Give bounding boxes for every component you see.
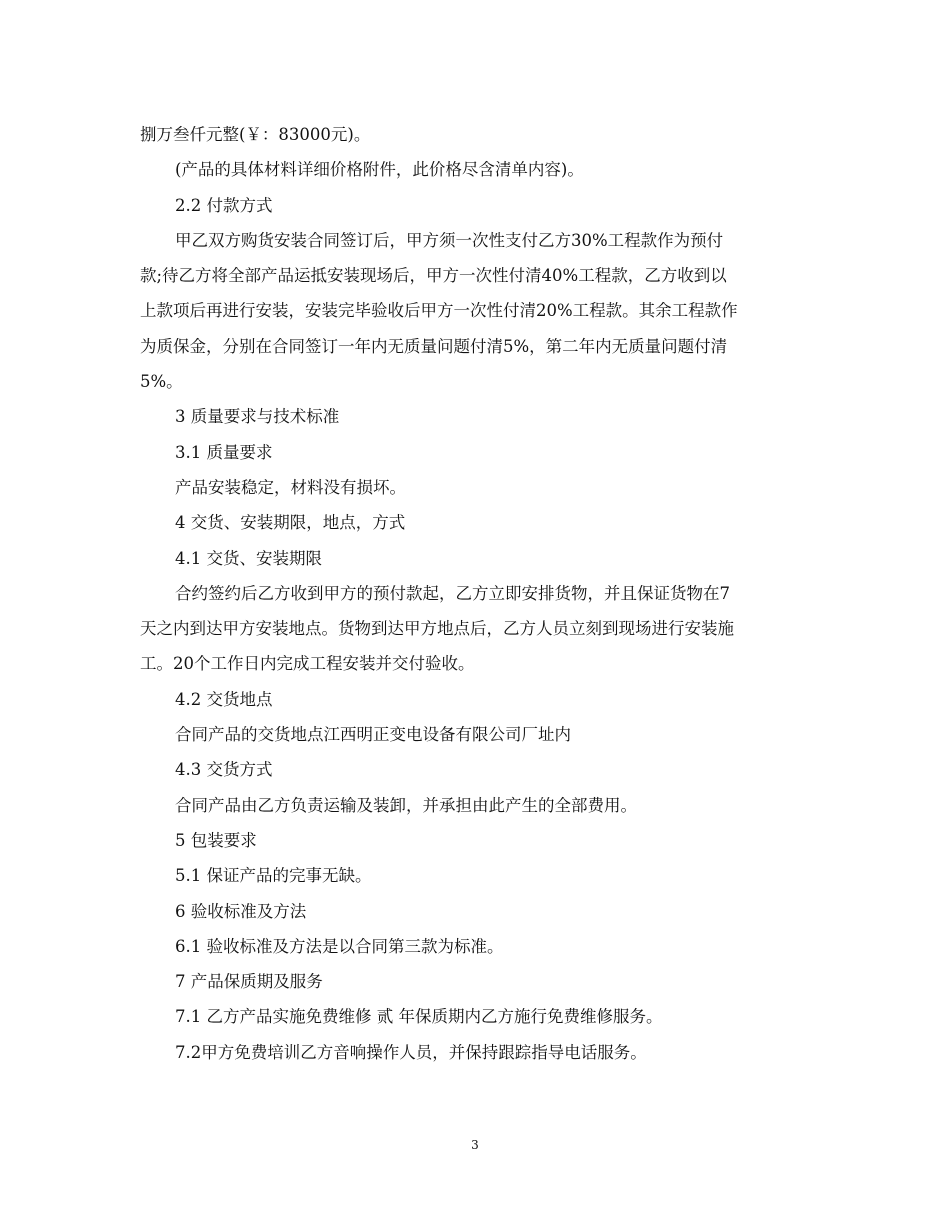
section-heading: 3.1 质量要求 — [175, 442, 273, 462]
text-line: (产品的具体材料详细价格附件，此价格尽含清单内容)。 — [175, 160, 584, 180]
section-heading: 3 质量要求与技术标准 — [175, 407, 340, 427]
section-heading: 4.1 交货、安装期限 — [175, 548, 322, 568]
text-line: 工。20个工作日内完成工程安装并交付验收。 — [140, 654, 475, 674]
text-line: 天之内到达甲方安装地点。货物到达甲方地点后，乙方人员立刻到现场进行安装施 — [140, 619, 734, 639]
section-heading: 6 验收标准及方法 — [175, 901, 307, 921]
text-line: 6.1 验收标准及方法是以合同第三款为标准。 — [175, 936, 504, 956]
section-heading: 2.2 付款方式 — [175, 195, 273, 215]
text-line: 捌万叁仟元整(￥：83000元)。 — [140, 125, 371, 144]
section-heading: 4.2 交货地点 — [175, 689, 273, 709]
text-line: 上款项后再进行安装，安装完毕验收后甲方一次性付清20%工程款。其余工程款作 — [140, 301, 738, 321]
text-line: 甲乙双方购货安装合同签订后，甲方须一次性支付乙方30%工程款作为预付 — [175, 230, 724, 250]
section-heading: 4.3 交货方式 — [175, 760, 273, 780]
section-heading: 7 产品保质期及服务 — [175, 972, 323, 992]
section-heading: 4 交货、安装期限，地点，方式 — [175, 513, 406, 533]
text-line: 5%。 — [140, 372, 183, 392]
section-heading: 5 包装要求 — [175, 830, 257, 850]
text-line: 为质保金，分别在合同签订一年内无质量问题付清5%，第二年内无质量问题付清 — [140, 336, 728, 356]
page-number: 3 — [471, 1138, 479, 1152]
text-line: 款;待乙方将全部产品运抵安装现场后，甲方一次性付清40%工程款，乙方收到以 — [140, 266, 727, 286]
text-line: 7.2甲方免费培训乙方音响操作人员，并保持跟踪指导电话服务。 — [175, 1042, 647, 1062]
document-body — [140, 117, 815, 1070]
text-line: 5.1 保证产品的完事无缺。 — [175, 866, 372, 886]
text-line: 产品安装稳定，材料没有损坏。 — [175, 477, 406, 497]
text-line: 7.1 乙方产品实施免费维修 贰 年保质期内乙方施行免费维修服务。 — [175, 1007, 663, 1027]
text-line: 合约签约后乙方收到甲方的预付款起，乙方立即安排货物，并且保证货物在7 — [175, 583, 730, 603]
text-line: 合同产品由乙方负责运输及装卸，并承担由此产生的全部费用。 — [175, 795, 637, 815]
text-line: 合同产品的交货地点江西明正变电设备有限公司厂址内 — [175, 725, 571, 745]
